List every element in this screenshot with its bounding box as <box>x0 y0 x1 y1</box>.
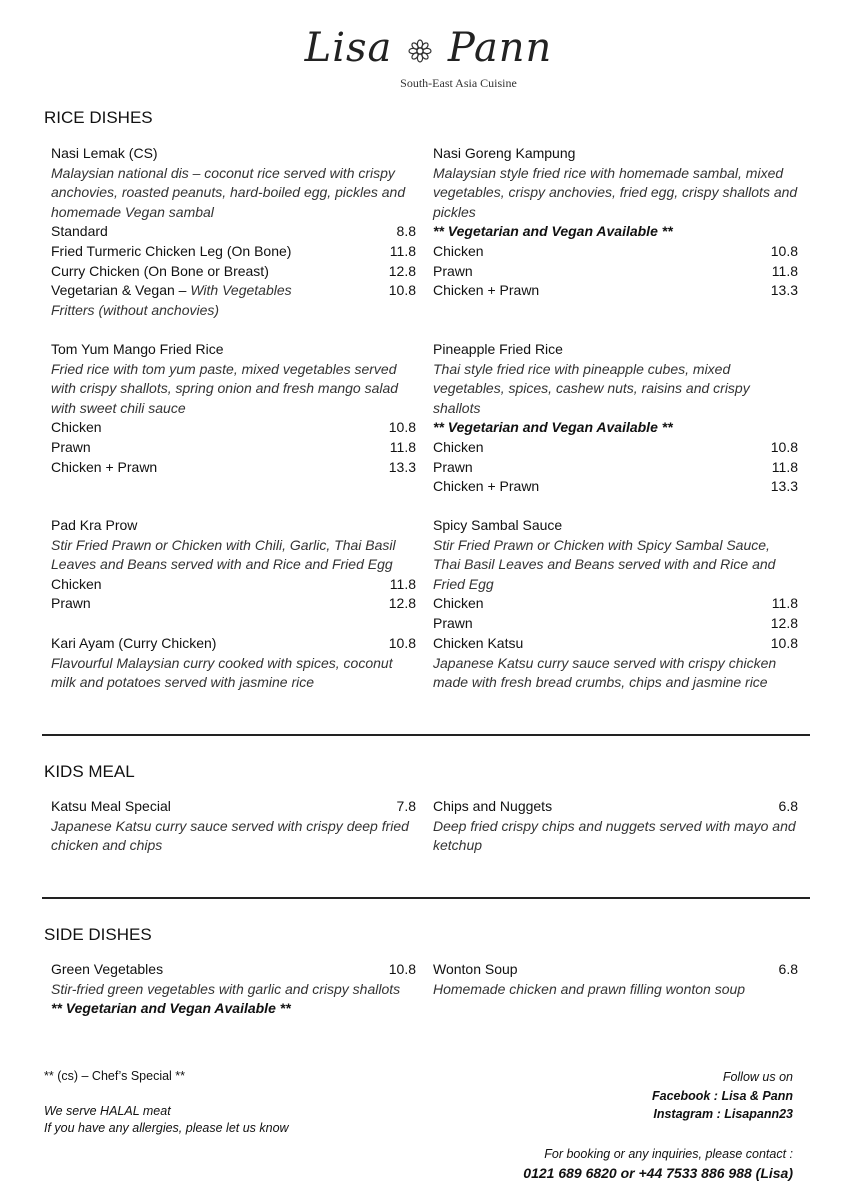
option-label: Chicken + Prawn <box>51 458 158 475</box>
item-price: 6.8 <box>778 961 798 977</box>
price-row <box>51 575 416 595</box>
price-row <box>433 262 798 282</box>
option-label: Prawn <box>433 458 473 475</box>
option-label: Chicken + Prawn <box>433 282 540 299</box>
option-label: Chicken + Prawn <box>433 478 540 495</box>
price-row <box>51 438 416 458</box>
section-divider <box>42 734 810 736</box>
menu-item-nasi-lemak <box>51 144 416 320</box>
option-price: 10.8 <box>388 282 416 299</box>
contact-info <box>523 1145 793 1182</box>
veg-line2: Fritters (without anchovies) <box>51 301 220 318</box>
logo-name-right: Pann <box>447 25 553 71</box>
allergy-note: If you have any allergies, please let us know <box>44 1121 289 1135</box>
section-divider <box>42 897 810 899</box>
price-row <box>433 594 798 614</box>
option-price: 13.3 <box>770 478 798 495</box>
menu-item-pad-kra-prow <box>51 516 416 614</box>
halal-note: We serve HALAL meat <box>44 1104 171 1118</box>
price-row <box>51 242 416 262</box>
item-price: 7.8 <box>396 798 416 814</box>
option-price: 11.8 <box>771 595 798 612</box>
item-price: 6.8 <box>778 798 798 814</box>
item-description: Fried rice with tom yum paste, mixed vegetables served with crispy shallots, spring onion and fresh mango salad with sweet chili sauce <box>51 360 399 416</box>
option-label: Prawn <box>433 614 473 631</box>
booking-label: For booking or any inquiries, please contact : <box>544 1147 793 1161</box>
menu-item-wonton-soup <box>433 960 798 999</box>
flower-icon <box>408 39 432 63</box>
item-price: 10.8 <box>770 635 798 651</box>
option-price: 13.3 <box>388 458 416 475</box>
price-row <box>433 242 798 262</box>
menu-item-tom-yum-mango-fried-rice <box>51 340 416 477</box>
option-label: Prawn <box>433 262 473 279</box>
option-price: 11.8 <box>389 575 416 592</box>
option-price: 13.3 <box>770 282 798 299</box>
price-row <box>433 458 798 478</box>
option-label: Chicken <box>433 242 484 259</box>
phone-numbers[interactable]: 0121 689 6820 or +44 7533 886 988 (Lisa) <box>523 1164 793 1181</box>
option-price: 11.8 <box>389 438 416 455</box>
item-header <box>433 797 798 817</box>
menu-item-nasi-goreng-kampung <box>433 144 798 301</box>
item-header <box>433 634 798 654</box>
vegan-note: ** Vegetarian and Vegan Available ** <box>433 223 673 240</box>
menu-item-katsu-meal-special <box>51 797 416 856</box>
vegan-note: ** Vegetarian and Vegan Available ** <box>51 1000 291 1017</box>
restaurant-logo <box>0 26 857 91</box>
price-row <box>51 281 416 301</box>
section-title-rice-dishes: RICE DISHES <box>44 108 153 127</box>
item-price: 10.8 <box>388 961 416 977</box>
price-row <box>51 594 416 614</box>
item-name: Kari Ayam (Curry Chicken) <box>51 635 217 651</box>
item-name: Katsu Meal Special <box>51 798 171 814</box>
item-description: Japanese Katsu curry sauce served with crispy chicken made with fresh bread crumbs, chips and jasmine rice <box>433 654 777 691</box>
item-name: Green Vegetables <box>51 961 164 977</box>
section-title-side-dishes: SIDE DISHES <box>44 925 152 944</box>
item-name: Spicy Sambal Sauce <box>433 517 563 533</box>
option-label: Standard <box>51 223 108 240</box>
option-price: 11.8 <box>771 262 798 279</box>
option-label: Chicken <box>51 575 102 592</box>
item-description: Japanese Katsu curry sauce served with crispy deep fried chicken and chips <box>51 817 409 854</box>
price-row <box>51 418 416 438</box>
menu-item-chips-and-nuggets <box>433 797 798 856</box>
item-name: Chips and Nuggets <box>433 798 553 814</box>
option-price: 11.8 <box>771 458 798 475</box>
menu-item-pineapple-fried-rice <box>433 340 798 497</box>
veg-italic: With Vegetables <box>190 282 292 299</box>
option-label: Chicken <box>433 595 484 612</box>
item-description: Deep fried crispy chips and nuggets served with mayo and ketchup <box>433 817 796 854</box>
option-label <box>51 281 292 301</box>
option-label: Prawn <box>51 438 91 455</box>
instagram-link[interactable]: Instagram : Lisapann23 <box>653 1107 793 1121</box>
item-name: Nasi Goreng Kampung <box>433 145 576 161</box>
logo-wordmark <box>0 26 857 70</box>
chef-special-note: ** (cs) – Chef’s Special ** <box>44 1069 186 1083</box>
option-price: 11.8 <box>389 242 416 259</box>
item-description: Stir-fried green vegetables with garlic and crispy shallots <box>51 980 401 997</box>
social-links <box>652 1068 793 1124</box>
item-description: Homemade chicken and prawn filling wonton soup <box>433 980 746 997</box>
logo-name-left: Lisa <box>304 25 393 71</box>
option-price: 10.8 <box>770 438 798 455</box>
item-name: Wonton Soup <box>433 961 518 977</box>
item-description: Thai style fried rice with pineapple cubes, mixed vegetables, spices, cashew nuts, raisins and crispy shallots <box>433 360 750 416</box>
price-row <box>433 614 798 634</box>
option-label: Chicken <box>51 419 102 436</box>
option-label: Prawn <box>51 595 91 612</box>
vegan-note: ** Vegetarian and Vegan Available ** <box>433 419 673 436</box>
option-price: 10.8 <box>770 242 798 259</box>
section-title-kids-meal: KIDS MEAL <box>44 762 135 781</box>
item-description: Malaysian national dis – coconut rice served with crispy anchovies, roasted peanuts, hard-boiled egg, pickles and homemade Vegan sambal <box>51 164 406 220</box>
item-name: Chicken Katsu <box>433 635 524 651</box>
menu-item-kari-ayam <box>51 634 416 693</box>
item-header <box>51 960 416 980</box>
menu-item-green-vegetables <box>51 960 416 1019</box>
follow-label: Follow us on <box>722 1070 793 1084</box>
price-row <box>433 438 798 458</box>
logo-tagline: South-East Asia Cuisine <box>400 76 517 90</box>
item-name: Pineapple Fried Rice <box>433 341 563 357</box>
facebook-link[interactable]: Facebook : Lisa & Pann <box>651 1088 793 1103</box>
item-name: Pad Kra Prow <box>51 517 138 533</box>
item-name: Tom Yum Mango Fried Rice <box>51 341 224 357</box>
item-description: Malaysian style fried rice with homemade sambal, mixed vegetables, crispy anchovies, fried egg, crispy shallots and pickles <box>433 164 798 220</box>
price-row <box>433 477 798 497</box>
price-row <box>433 281 798 301</box>
option-label: Fried Turmeric Chicken Leg (On Bone) <box>51 242 292 259</box>
item-description: Flavourful Malaysian curry cooked with spices, coconut milk and potatoes served with jasmine rice <box>51 654 393 691</box>
item-description: Stir Fried Prawn or Chicken with Spicy Sambal Sauce, Thai Basil Leaves and Beans served with and Rice and Fried Egg <box>433 536 776 592</box>
option-price: 10.8 <box>388 419 416 436</box>
option-label: Curry Chicken (On Bone or Breast) <box>51 262 269 279</box>
option-price: 12.8 <box>388 262 416 279</box>
price-row <box>51 458 416 478</box>
option-label: Chicken <box>433 438 484 455</box>
option-price: 12.8 <box>770 614 798 631</box>
item-header <box>51 634 416 654</box>
item-description: Stir Fried Prawn or Chicken with Chili, Garlic, Thai Basil Leaves and Beans served with and Rice and Fried Egg <box>51 536 396 573</box>
price-row <box>51 222 416 242</box>
menu-item-chicken-katsu <box>433 634 798 693</box>
menu-item-spicy-sambal-sauce <box>433 516 798 634</box>
option-price: 8.8 <box>396 223 416 240</box>
price-row <box>51 262 416 282</box>
veg-label: Vegetarian & Vegan – <box>51 282 191 299</box>
item-header <box>51 797 416 817</box>
item-name: Nasi Lemak (CS) <box>51 145 158 161</box>
item-price: 10.8 <box>388 635 416 651</box>
option-price: 12.8 <box>388 595 416 612</box>
item-header <box>433 960 798 980</box>
